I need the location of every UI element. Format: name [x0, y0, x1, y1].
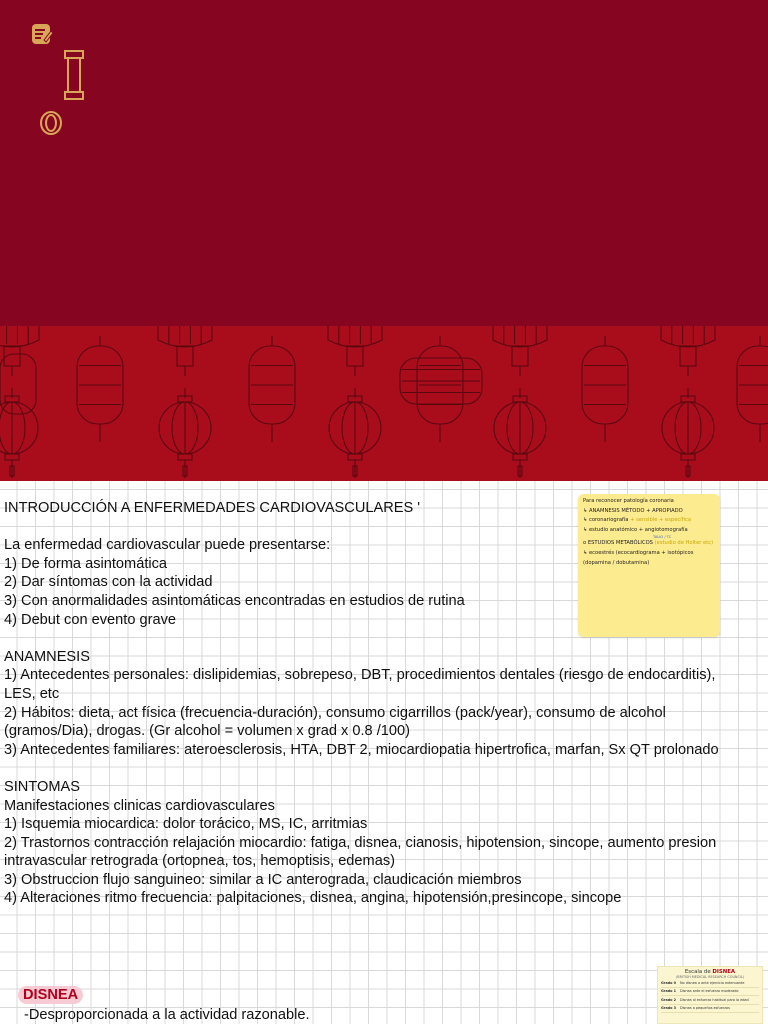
- notebook-cover: [0, 0, 768, 326]
- sticky-line: o ESTUDIOS METABÓLICOS (estudio de Holter etc): [583, 540, 714, 547]
- list-item: 3) Antecedentes familiares: ateroesclerosis, HTA, DBT 2, miocardiopatia hipertrofica, marfan, Sx QT prolonado: [4, 741, 719, 758]
- notes-edit-icon[interactable]: [30, 22, 54, 53]
- page-title: INTRODUCCIÓN A ENFERMEDADES CARDIOVASCULARES ': [4, 500, 421, 516]
- scale-title: Escala de DISNEA: [684, 969, 736, 975]
- section-subheading: Manifestaciones clinicas cardiovasculares: [4, 797, 275, 814]
- list-item: 2) Hábitos: dieta, act física (frecuencia-duración), consumo cigarrillos (pack/year), consumo de alcohol (gramos/Dia), drogas. (Gr alcohol = volumen x grad x 0.8 /100): [4, 704, 666, 740]
- section-heading-sintomas: SINTOMAS: [4, 778, 80, 795]
- scale-row: Grado 2 Disnea al esfuerzo habitual para la edad: [661, 996, 759, 1004]
- list-item: 2) Dar síntomas con la actividad: [4, 574, 213, 591]
- sticky-line: ↳ ANAMNESIS MÉTODO + APROPIADO: [583, 507, 683, 514]
- disnea-heading: DISNEA: [18, 986, 83, 1004]
- disnea-description: -Desproporcionada a la actividad razonable.: [24, 1007, 310, 1023]
- sticky-line: ↳ coronariografía + sensible + específica: [583, 517, 691, 524]
- list-item: 4) Debut con evento grave: [4, 611, 176, 628]
- sticky-line: ↳ ecoestrés (ecocardiograma + isotópicos: [583, 549, 694, 556]
- list-item: 3) Con anormalidades asintomáticas encontradas en estudios de rutina: [4, 592, 465, 609]
- circle-marker-icon[interactable]: [38, 109, 64, 142]
- scale-row: Grado 1 Disnea ante el esfuerzo moderado: [661, 988, 759, 996]
- scale-subtitle: (BRITISH MEDICAL RESEARCH COUNCIL): [675, 975, 745, 979]
- sticky-line: (dopamina / dobutamina): [583, 559, 650, 566]
- scale-row: Grado 0 No disnea a ante ejercicio extenuante: [661, 980, 759, 988]
- list-item: 1) De forma asintomática: [4, 555, 168, 572]
- list-item: 4) Alteraciones ritmo frecuencia: palpitaciones, disnea, angina, hipotensión,presincope, sincope: [4, 890, 622, 907]
- list-item: 1) Isquemia miocardica: dolor torácico, MS, IC, arritmias: [4, 816, 368, 833]
- sticky-note[interactable]: [578, 494, 720, 637]
- list-item: 2) Trastornos contracción relajación miocardio: fatiga, disnea, cianosis, hipotension, sincope, aumento presion intravascular retrograda (ortopnea, tos, hemoptisis, edemas): [4, 834, 717, 870]
- dyspnea-scale-card[interactable]: [657, 966, 763, 1024]
- intro-text: La enfermedad cardiovascular puede presentarse:: [4, 537, 331, 554]
- scale-row: Grado 3 Disnea a pequeños esfuerzos: [661, 1005, 759, 1013]
- section-heading-anamnesis: ANAMNESIS: [4, 648, 90, 665]
- lantern-pattern: [0, 326, 768, 481]
- lantern-banner: [0, 326, 768, 481]
- sticky-annotation: TALIO / TC: [653, 535, 672, 540]
- sticky-line: ↳ estudio anatómico + angiotomografía: [583, 526, 688, 533]
- sticky-line: Para reconocer patología coronaria: [583, 498, 674, 504]
- list-item: 1) Antecedentes personales: dislipidemias, sobrepeso, DBT, procedimientos dentales (riesgo de endocarditis), LES, etc: [4, 667, 716, 702]
- bookmark-icon[interactable]: [63, 50, 85, 105]
- list-item: 3) Obstruccion flujo sanguineo: similar a IC anterograda, claudicación miembros: [4, 871, 522, 888]
